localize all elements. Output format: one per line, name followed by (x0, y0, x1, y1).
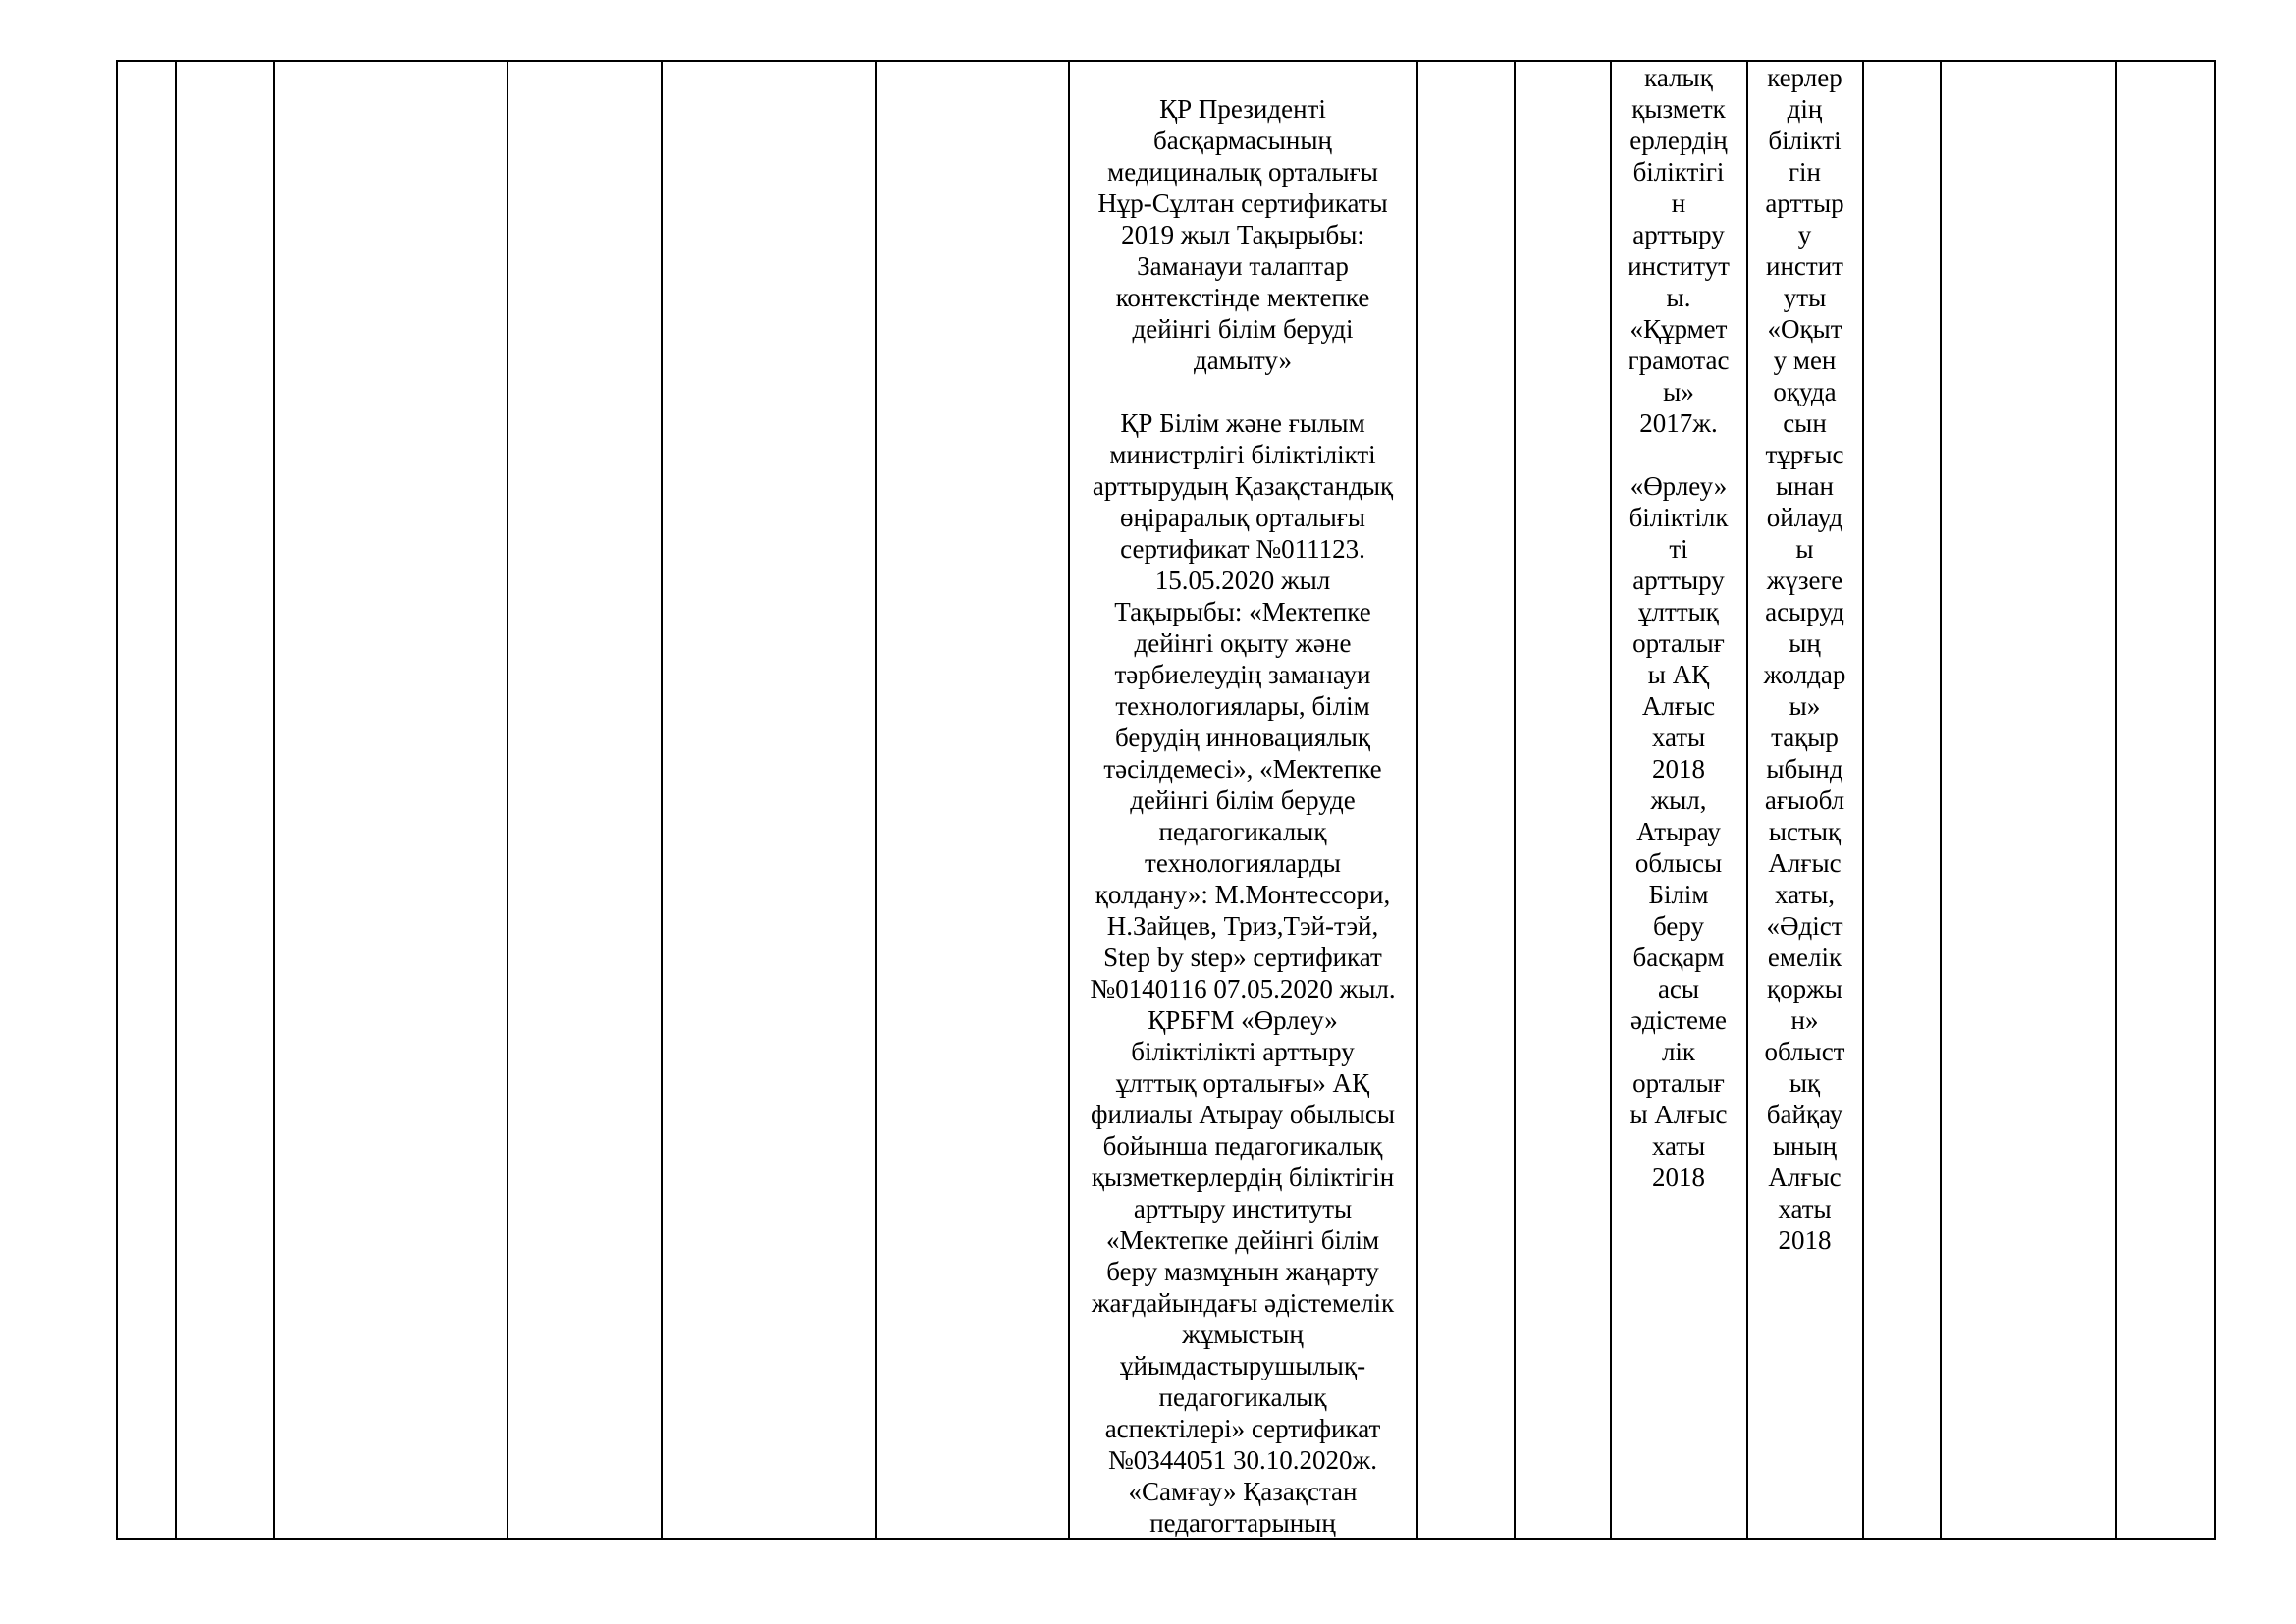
column-divider (1514, 62, 1516, 1538)
column-divider (507, 62, 508, 1538)
column-divider (2115, 62, 2117, 1538)
column-divider (661, 62, 663, 1538)
awards-cell-text-a: калық қызметк ерлердің біліктігі н арттыру институт ы. «Құрмет грамотас ы» 2017ж. «Өрлеу» біліктілк ті арттыру ұлттық орталығ ы АҚ Алғыс хаты 2018 жыл, Атырау облысы Білім беру басқарм асы әдістеме лік орталығ ы Алғыс хаты 2018 (1628, 63, 1730, 1192)
column-divider (1940, 62, 1942, 1538)
column-divider (1068, 62, 1070, 1538)
document-table (116, 60, 2216, 1540)
awards-cell-text-b: керлер дің білікті гін арттыр у инстит уты «Оқыт у мен оқуда сын тұрғыс ынан ойлауд ы жүзеге асыруд ың жолдар ы» тақыр ыбынд ағыобл ыстық Алғыс хаты, «Әдіст емелік қоржы н» облыст ық байқау ының Алғыс хаты 2018 (1763, 63, 1846, 1255)
column-divider (1416, 62, 1418, 1538)
column-divider (875, 62, 877, 1538)
column-divider (175, 62, 177, 1538)
column-divider (1862, 62, 1864, 1538)
certificates-cell-text: ҚР Президенті басқармасының медициналық орталығы Нұр-Сұлтан сертификаты 2019 жыл Тақырыбы: Заманауи талаптар контекстінде мектепке дейінгі білім беруді дамыту» ҚР Білім және ғылым министрлігі біліктілікті арттырудың Қазақстандық өңіраралық орталығы сертификат №011123. 15.05.2020 жыл Тақырыбы: «Мектепке дейінгі оқыту және тәрбиелеудің заманауи технологиялары, білім берудің инновациялық тәсілдемесі», «Мектепке дейінгі білім беруде педагогикалық технологияларды қолдану»: М.Монтессори, Н.Зайцев, Триз,Тэй-тэй, Step by step» сертификат №0140116 07.05.2020 жыл. ҚРБҒМ «Өрлеу» біліктілікті арттыру ұлттық орталығы» АҚ филиалы Атырау обылысы бойынша педагогикалық қызметкерлердің біліктігін арттыру институты «Мектепке дейінгі білім беру мазмұнын жаңарту жағдайындағы әдістемелік жұмыстың ұйымдастырушылық- педагогикалық аспектілері» сертификат №0344051 30.10.2020ж. «Самғау» Қазақстан педагогтарының (1090, 94, 1396, 1537)
column-divider (273, 62, 275, 1538)
